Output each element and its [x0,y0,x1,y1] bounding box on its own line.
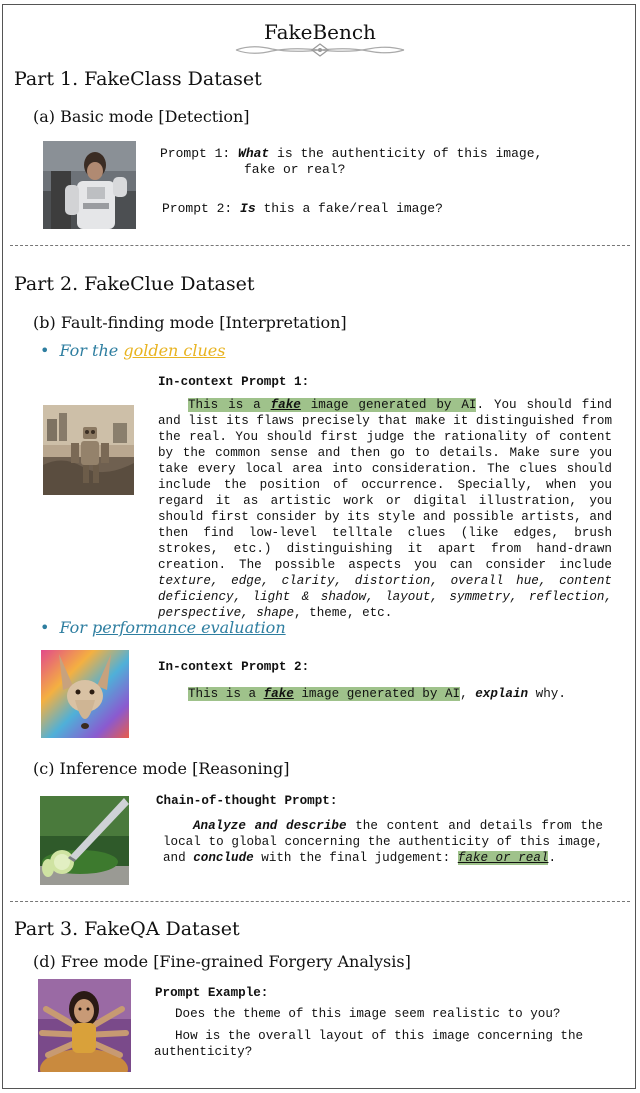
bullet2-prefix: For [59,618,93,637]
ic1-hl-text-b: image generated by AI [300,398,477,412]
ic1-aspects: texture, edge, clarity, distortion, overall hue, content deficiency, light & shadow, layout, symmetry, reflection, perspective, shape [158,574,612,620]
ic2-explain: explain [475,687,529,701]
prompt2-emphasis: Is [240,201,256,216]
robot-image [43,405,134,495]
title-ornament-icon [232,41,408,59]
ic1-highlight [188,398,476,412]
basic-prompt-2 [162,201,622,217]
bullet-golden-clues: • For the golden clues [40,341,226,360]
cucumber-image [40,796,129,885]
goddess-image [38,979,131,1072]
prompt1-line2: fake or real? [244,162,346,177]
divider-1 [10,245,630,246]
ic2-comma: , [460,687,476,701]
ic2-hl-text-b: image generated by AI [293,687,461,701]
prompt1-emphasis: What [238,146,270,161]
divider-2 [10,901,630,902]
prompt2-text: this a fake/real image? [255,201,443,216]
prompt1-text: is the authenticity of this image, [269,146,543,161]
prompt2-label: Prompt 2: [162,201,233,216]
free-mode-heading: (d) Free mode [Fine-grained Forgery Analysis] [33,952,411,971]
in-context-prompt-2-body [188,686,618,702]
prompt-example-heading: Prompt Example: [155,986,269,1000]
bullet1-prefix: For the [59,341,124,360]
ic2-end: why. [528,687,566,701]
cot-text-2: with the final judgement: [253,851,458,865]
in-context-prompt-1-heading: In-context Prompt 1: [158,375,310,389]
cot-text-1: the content and details from the local to global concerning the authenticity of this image, and [163,819,603,865]
cot-fake-or-real: fake or real [457,851,549,865]
basic-prompt-1 [160,146,620,178]
cot-emphasis-2: conclude [193,851,254,865]
part1-title: Part 1. FakeClass Dataset [14,68,262,90]
chain-of-thought-heading: Chain-of-thought Prompt: [156,794,338,808]
ic2-fake-word: fake [263,687,294,701]
ic1-hl-text-a: This is a [188,398,271,412]
part3-title: Part 3. FakeQA Dataset [14,918,240,940]
inference-mode-heading: (c) Inference mode [Reasoning] [33,759,290,778]
in-context-prompt-1-body [158,397,612,621]
performance-evaluation-link: performance evaluation [92,618,286,637]
ic1-fake-word: fake [270,398,301,412]
ic1-end: , theme, etc. [294,606,393,620]
ic2-highlight [188,687,460,701]
in-context-prompt-2-heading: In-context Prompt 2: [158,660,310,674]
fault-finding-mode-heading: (b) Fault-finding mode [Interpretation] [33,313,347,332]
ic2-hl-text-a: This is a [188,687,264,701]
question-2: How is the overall layout of this image concerning the authenticity? [154,1029,584,1059]
ic1-instructions: . You should find and list its flaws precisely that make it distinguished from the real. You should first judge the rationality of content by the common sense and then go to details. Make sure you take every local area into consideration. The clues should include the position of occurrence. Specially, when you regard it as artistic work or digital illustration, you should first consider by its style and possible artists, and then find low-level telltale clues (like edges, brush strokes, etc.) distinguishing it apart from hand-drawn creation. The possible aspects you can consider include [158,398,612,572]
golden-clues-link: golden clues [123,341,226,360]
bullet-performance-evaluation: • For performance evaluation [40,618,286,637]
dog-image [41,650,129,738]
cot-emphasis-1: Analyze and describe [193,819,347,833]
prompt1-label: Prompt 1: [160,146,231,161]
figure-title: FakeBench [264,20,376,44]
basic-mode-heading: (a) Basic mode [Detection] [33,107,250,126]
cot-end: . [548,851,557,865]
question-1: Does the theme of this image seem realistic to you? [175,1007,561,1021]
chain-of-thought-body [163,818,603,866]
part2-title: Part 2. FakeClue Dataset [14,273,255,295]
stormtrooper-image [43,141,136,229]
